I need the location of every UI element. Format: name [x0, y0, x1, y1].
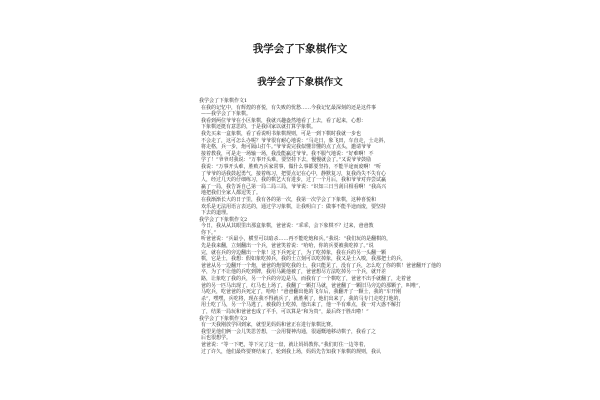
- paragraph-line: 接着教我，可是走一场输一场，我没能赢过爷爷。我不服气地说：“好难啊！不: [201, 150, 374, 157]
- document-title: 我学会了下象棋作文: [252, 43, 348, 55]
- article-body: [191, 98, 442, 394]
- paragraph-line: 完，就在兵的旁边翻出一个象！这下兵死定了，为了吃掉象，我在兵的另一头翻一颗: [201, 249, 387, 256]
- paragraph-line: 我看到两位爷爷在小区象棋，我就兴趣盎然地看了上去，看了起来，心想：: [201, 117, 367, 124]
- paragraph-line: 先是我来翻，立刻翻出一个兵，爸爸笑着说：“哈哈，你的兵要被我吃掉了。”说: [201, 243, 374, 250]
- paragraph-line: 杀”，嘿嘿，兵吃将，现在我不得就兵了，就胜利了，他们出来了，我的马专门走吃打他的，: [201, 295, 404, 302]
- paragraph-line: 爸爸说：“等一下吧，等下完了这一盘，就让妈妈教你。”我们盯住一边等着，: [201, 341, 369, 348]
- paragraph-line: 下象棋还挺有意思的，于是我回家以就打算学象棋。: [201, 124, 317, 131]
- paragraph-line: 我望见他们俩一会儿笑思苦想，一会用餐神沟通，很逼慨地移动棋子，我看了之: [201, 328, 377, 335]
- paragraph-line: 赢了一局，我告诉自己第一局二局三局，爷爷说：“识知三日当刮目相看啊！”我高兴: [201, 183, 387, 190]
- paragraph-line: 了，结果一局玩和爸爸也成了平手，可以算是“和为贵”，最后终于胜出啦！”: [201, 309, 369, 315]
- section-heading: 我学会了下象棋作文3: [199, 315, 248, 322]
- paragraph-line: 马吃兵，吃爸爸的兵死定了，哈哈！”爸爸翻出他的飞车后，我翻开了一颗士，我的“车开刚: [201, 289, 402, 296]
- paragraph-line: 不会走了，这可怎么办呢？爷爷很有耐心地说：“马走日，象飞田，车直走，士走斜，: [201, 137, 389, 144]
- paragraph-line: 卒，为了不让他的兵吃到牌，我用马跳他被了，爸爸想尽方法吃掉另一个兵，就开差: [201, 269, 387, 276]
- paragraph-line: 棋，它是士，我想：假如象吃掉兵，我的士立刻可以吃掉象，我又是士入嗅，我那把士的兵，: [201, 256, 407, 263]
- section-heading: 我学会了下象棋作文1: [199, 98, 248, 104]
- paragraph-line: 了爷爷的话我鼓起勇气，接着练习，把要点记在心中，静默复习，复我尚失不失有心: [201, 170, 387, 177]
- paragraph-line: 将走格，兵一步，炮可隔山打牛。”爷爷说完我似懂非懂的点了点头，邀请爷爷: [201, 144, 372, 151]
- paragraph-line: 你下。”: [201, 229, 217, 236]
- paragraph-line: 爸的另一匹马出现了，红马也上场了，我翻了一颗打马就，爸爸翻了一颗旧马旁边的那颗子，叫唯“，: [201, 282, 424, 289]
- section-heading: 我学会了下象棋作文2: [199, 216, 248, 223]
- paragraph-line: 人，经过几天的仔细练习，我的棋艺大有进步，过了一个月后，我和爷爷对弈尝试赢: [201, 177, 387, 184]
- paragraph-line: 路，让象吃了我的兵，另一个兵的旁边是马，而我有了一个棋吃了，爸爸不出手就翻了，走着爸: [201, 276, 412, 283]
- paragraph-line: 地把我们全家人都逗笑了。: [201, 190, 262, 197]
- paragraph-line: 用士吃了马，另一个马逃了，被我的士吃掉，他出来了，他一半有难点，我一对大惑不解打: [201, 302, 402, 309]
- paragraph-line: 今日，我从从其眼里出那盒象棋，爸爸说：“乖乖，会下象棋不？过来，爸爸教: [201, 223, 374, 230]
- paragraph-line: 爸爸从另一边翻开一个炮，爸爸的炮要吃我的士，我只能见了，没有了兵，怎么吃了你的棋！爸爸翻开了他的: [201, 262, 442, 269]
- paragraph-line: 有一天我刚放学回到家，就望见妈妈和爸正在进行象棋比赛。: [201, 322, 337, 329]
- paragraph-line: 下去的道理。: [201, 210, 232, 217]
- paragraph-line: ——我学会了下象棋。: [201, 111, 252, 118]
- paragraph-line: 过了许久，他们最终要赛结束了，轮到我上场，妈妈先告知我下象棋的规则，我认: [201, 348, 382, 355]
- paragraph-line: 我先买来一盒象棋，看了看说明书象棋规则，可是一到下棋时我就一步也: [201, 130, 362, 137]
- paragraph-line: 在我的记忆中，有辉煌的喜悦，有失败的忧愁……今我记忆最深刻的还是这件事: [201, 104, 377, 111]
- paragraph-line: 在我渐渐长大的日子里，我有各的第一次，我第一次学会了下象棋，这种喜悦和: [201, 196, 377, 203]
- article-title: 我学会了下象棋作文: [257, 77, 343, 88]
- paragraph-line: 听爸爸说：“兵最小，横竖可以暗杀……再不能吃炮和兵。”我说：“我们玩的是翻棋的，: [201, 236, 392, 243]
- paragraph-line: 学了！”爷爷对我说：“万事开头难，要坚持下去，慢慢就会了。”又说爷爷鼓励: [201, 157, 372, 164]
- paragraph-line: 欢乐是无法用语言表达的，通过学习象棋，让我明白了：做事不能半途而废，要坚持: [201, 203, 387, 210]
- paragraph-line: 我说：“万事开头难，胜败乃兵家常事，做什么事都要坚持，不能半途而废啊！”听: [201, 163, 382, 170]
- paragraph-line: 后也很想学。: [201, 335, 232, 342]
